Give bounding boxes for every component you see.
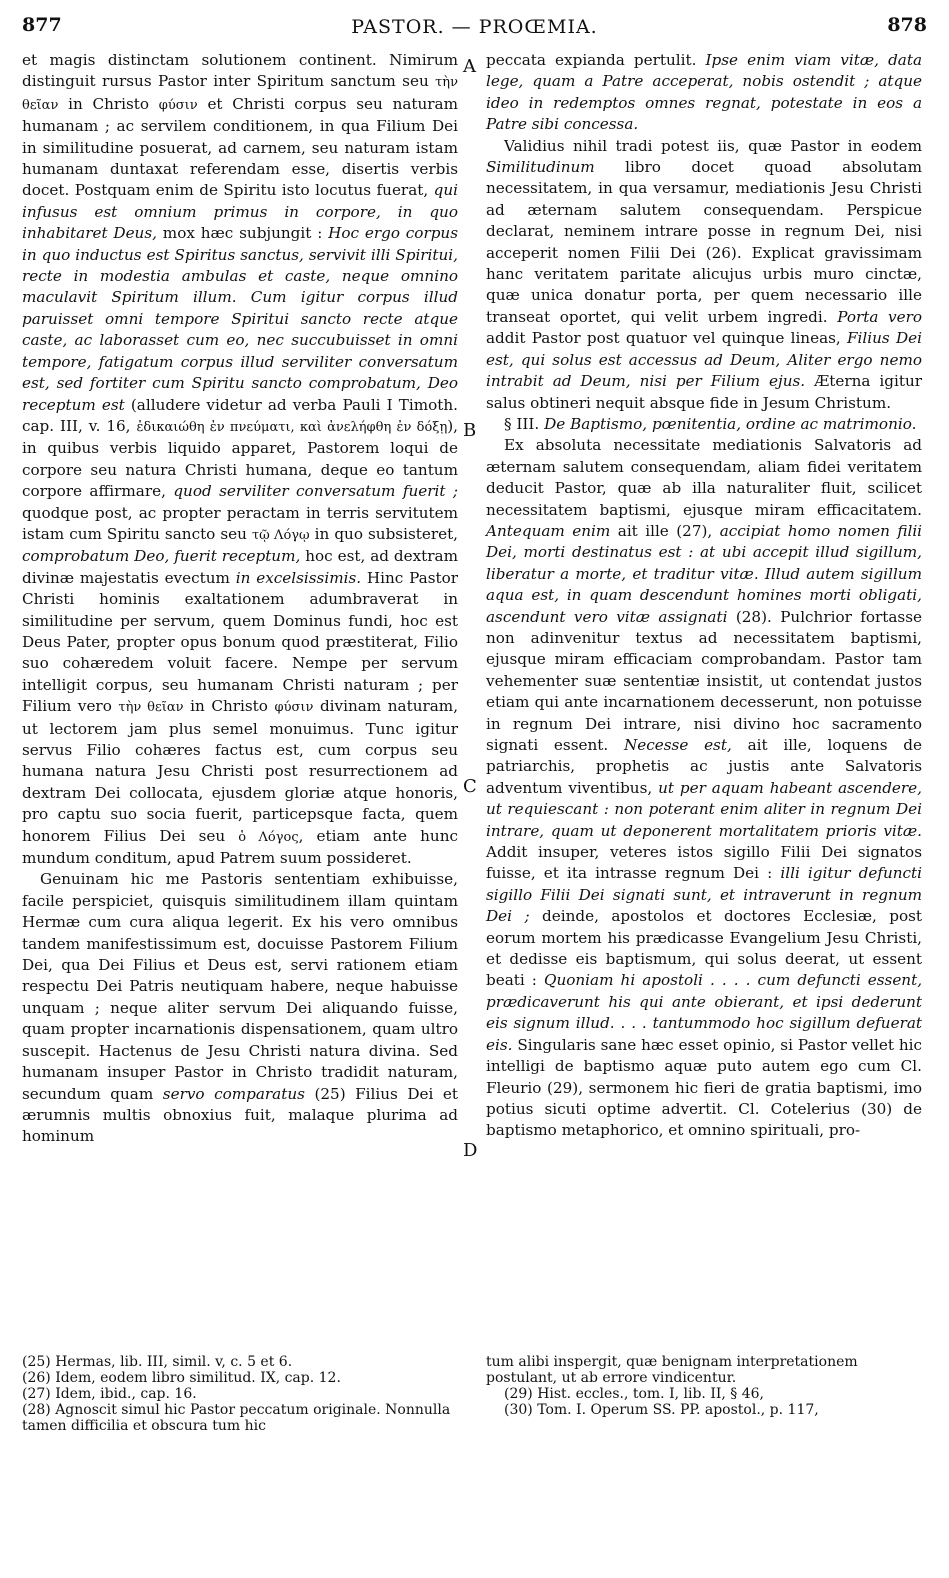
- footnote-29: (29) Hist. eccles., tom. I, lib. II, § 46,: [504, 1386, 765, 1402]
- footnote-26: (26) Idem, eodem libro similitud. IX, cap. 12.: [22, 1370, 341, 1386]
- right-paragraph-1: peccata expianda pertulit. Ipse enim viam vitæ, data lege, quam a Patre acceperat, nobis ostendit ; atque ideo in redemptos omnes regnat, potestate in eos a Patre sibi concessa.: [486, 51, 923, 134]
- left-paragraph-2: Genuinam hic me Pastoris sententiam exhibuisse, facile perspiciet, quisquis similitudinem illam quintam Hermæ cum cura aliqua legerit. Ex his vero omnibus tandem manifestissimum est, docuisse Pastorem Filium Dei, qua Dei Filius et Deus est, servi rationem etiam respectu Dei Patris neutiquam habere, neque habuisse unquam ; neque aliter servum Dei aliquando fuisse, quam propter incarnationis dispensationem, quam ultro suscepit. Hactenus de Jesu Christi natura divina. Sed humanam insuper Pastor in Christo tradidit naturam, secundum quam servo comparatus (25) Filius Dei et ærumnis multis obnoxius fuit, malaque plurima ad hominum: [22, 870, 458, 1146]
- margin-letter-c: C: [463, 776, 477, 797]
- footnote-27: (27) Idem, ibid., cap. 16.: [22, 1386, 197, 1402]
- right-column: [486, 50, 922, 1142]
- page-number-right: 878: [887, 14, 927, 36]
- left-paragraph-1: et magis distinctam solutionem continent. Nimirum distinguit rursus Pastor inter Spiritum sanctum seu τὴν θεῖαν in Christo φύσιν et Christi corpus seu naturam humanam ; ac servilem conditionem, in qua Filium Dei in similitudine posuerat, ad carnem, seu naturam istam humanam duntaxat referendam esse, disertis verbis docet. Postquam enim de Spiritu isto locutus fuerat, qui infusus est omnium primus in corpore, in quo inhabitaret Deus, mox hæc subjungit : Hoc ergo corpus in quo inductus est Spiritus sanctus, servivit illi Spiritui, recte in modestia ambulas et caste, neque omnino maculavit Spiritum illum. Cum igitur corpus illud paruisset omni tempore Spiritui sancto recte atque caste, ac laborasset cum eo, nec succubuisset in omni tempore, fatigatum corpus illud serviliter conversatum est, sed fortiter cum Spiritu sancto comprobatum, Deo receptum est (alludere videtur ad verba Pauli I Timoth. cap. III, v. 16, ἐδικαιώθη ἐν πνεύματι, καὶ ἀνελήφθη ἐν δόξῃ), in quibus verbis liquido apparet, Pastorem loqui de corpore seu natura Christi humana, deque eo tantum corpore affirmare, quod serviliter conversatum fuerit ; quodque post, ac propter peractam in terris servitutem istam cum Spiritu sancto seu τῷ Λόγῳ in quo subsisteret, comprobatum Deo, fuerit receptum, hoc est, ad dextram divinæ majestatis evectum in excelsissimis. Hinc Pastor Christi hominis exaltationem adumbraverat in similitudine per servum, quem Dominus fundi, hoc est Deus Pater, propter opus bonum quod præstiterat, Filio suo cohæredem voluit facere. Nempe per servum intelligit corpus, seu humanam Christi naturam ; per Filium vero τὴν θεῖαν in Christo φύσιν divinam naturam, ut lectorem jam plus semel monuimus. Tunc igitur servus Filio cohæres factus est, cum corpus seu humana natura Jesu Christi post resurrectionem ad dextram Dei collocata, ejusdem gloriæ atque honoris, pro captu suo socia fuerit, particepsque facta, quem honorem Filius Dei seu ὁ Λόγος, etiam ante hunc mundum conditum, apud Patrem suum possideret.: [22, 51, 459, 868]
- page-header: [22, 14, 927, 44]
- footnotes-right: [486, 1354, 922, 1418]
- margin-letter-d: D: [463, 1140, 478, 1161]
- right-paragraph-2: Validius nihil tradi potest iis, quæ Pastor in eodem Similitudinum libro docet quoad absolutam necessitatem, in qua versamur, mediationis Jesu Christi ad æternam salutem consequendam. Perspicue declarat, neminem intrare posse in regnum Dei, nisi acceperit nomen Filii Dei (26). Explicat gravissimam hanc veritatem paritate alicujus urbis muro cinctæ, quæ unica donatur porta, per quem necessario ille transeat oportet, qui velit urbem ingredi. Porta vero addit Pastor post quatuor vel quinque lineas, Filius Dei est, qui solus est accessus ad Deum, Aliter ergo nemo intrabit ad Deum, nisi per Filium ejus. Æterna igitur salus obtineri nequit absque fide in Jesum Christum.: [486, 136, 923, 412]
- margin-letter-a: A: [463, 56, 476, 77]
- footnotes-left: [22, 1354, 458, 1434]
- footnote-28-continued: tum alibi inspergit, quæ benignam interpretationem postulant, ut ab errore vindicentur.: [486, 1354, 858, 1386]
- footnote-30: (30) Tom. I. Operum SS. PP. apostol., p. 117,: [504, 1402, 819, 1418]
- section-heading: § III. De Baptismo, pœnitentia, ordine ac matrimonio.: [504, 414, 917, 433]
- right-paragraph-3: Ex absoluta necessitate mediationis Salvatoris ad æternam salutem consequendam, aliam fidei veritatem deducit Pastor, quæ ab illa naturaliter fluit, scilicet necessitatem baptismi, ejusque miram efficacitatem. Antequam enim ait ille (27), accipiat homo nomen filii Dei, morti destinatus est : at ubi accepit illud sigillum, liberatur a morte, et traditur vitæ. Illud autem sigillum aqua est, in quam descendunt homines morti obligati, ascendunt vero vitæ assignati (28). Pulchrior fortasse non adinvenitur textus ad necessitatem baptismi, ejusque miram efficaciam comprobandam. Pastor tam vehementer suæ sententiæ insistit, ut contendat justos etiam qui ante incarnationem decesserunt, non potuisse in regnum Dei intrare, nisi divino hoc sacramento signati essent. Necesse est, ait ille, loquens de patriarchis, prophetis ac justis ante Salvatoris adventum viventibus, ut per aquam habeant ascendere, ut requiescant : non poterant enim aliter in regnum Dei intrare, quam ut deponerent mortalitatem prioris vitæ. Addit insuper, veteres istos sigillo Filii Dei signatos fuisse, et ita intrasse regnum Dei : illi igitur defuncti sigillo Filii Dei signati sunt, et intraverunt in regnum Dei ; deinde, apostolos et doctores Ecclesiæ, post eorum mortem his prædicasse Evangelium Jesu Christi, et dedisse eis baptismum, qui solus deerat, ut essent beati : Quoniam hi apostoli . . . . cum defuncti essent, prædicaverunt his qui ante obierant, et ipsi dederunt eis signum illud. . . . tantummodo hoc sigillum defuerat eis. Singularis sane hæc esset opinio, si Pastor vellet hic intelligi de baptismo aquæ puto autem ego cum Cl. Fleurio (29), sermonem hic fieri de gratia baptismi, imo potius sicuti optime advertit. Cl. Cotelerius (30) de baptismo metaphorico, et omnino spirituali, pro-: [486, 436, 923, 1140]
- running-title: PASTOR. — PROŒMIA.: [351, 16, 598, 38]
- margin-letter-b: B: [463, 420, 477, 441]
- page-number-left: 877: [22, 14, 62, 36]
- footnote-28: (28) Agnoscit simul hic Pastor peccatum originale. Nonnulla tamen difficilia et obscura tum hic: [22, 1402, 451, 1434]
- left-column: [22, 50, 458, 1148]
- footnote-25: (25) Hermas, lib. III, simil. v, c. 5 et 6.: [22, 1354, 293, 1370]
